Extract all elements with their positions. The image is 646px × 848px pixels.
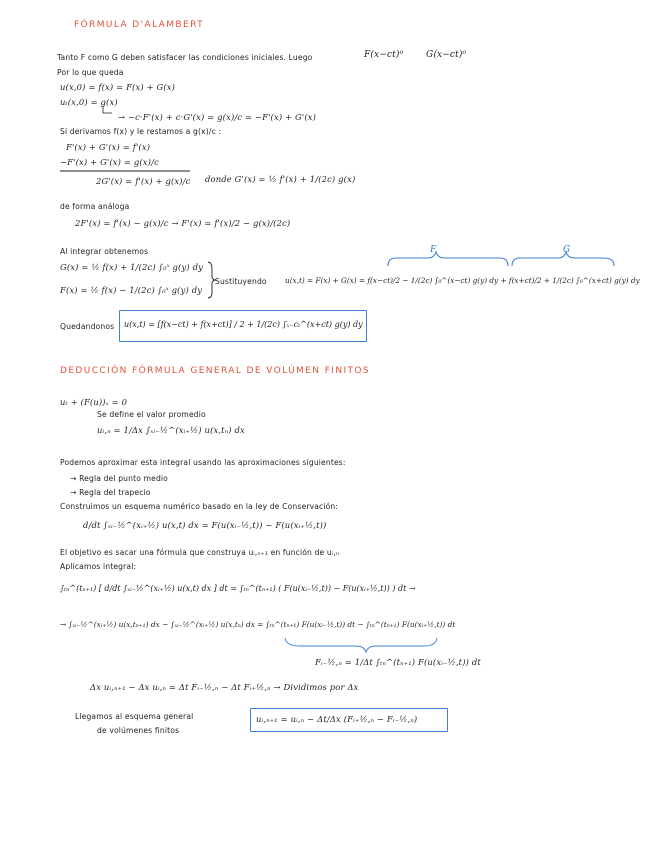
eq-initial-u: u(x,0) = f(x) = F(x) + G(x) [60,82,176,92]
G-integral: G(x) = ½ f(x) + 1/(2c) ∫₀ˣ g(y) dy [60,262,203,272]
fv-result: uᵢ,ₙ₊₁ = uᵢ,ₙ − Δt/Δx (Fᵢ₊½,ₙ − Fᵢ₋½,ₙ) [256,714,418,724]
de-forma-analoga: de forma análoga [60,202,130,211]
integral-step2: → ∫ₓᵢ₋½^(xᵢ₊½) u(x,tₙ₊₁) dx − ∫ₓᵢ₋½^(xᵢ₊½) u(x,tₙ) dx = ∫ₜₙ^(tₙ₊₁) F(u(xᵢ₋½,t)) dt − ∫ₜₙ^(tₙ₊₁) F(u(xᵢ₊½,t)) dt [60,620,456,629]
dalembert-result: u(x,t) = [f(x−ct) + f(x+ct)] / 2 + 1/(2c) ∫ₓ₋cₜ^(x+ct) g(y) dy [124,320,363,329]
llegamos-line1: Llegamos al esquema general [75,712,194,721]
conservation-law: uₜ + (F(u))ₓ = 0 [60,397,128,407]
system-line1: F'(x) + G'(x) = f'(x) [66,142,151,152]
analog-F: 2F'(x) = f'(x) − g(x)/c → F'(x) = f'(x)/2 − g(x)/(2c) [75,218,291,228]
regla-trapecio: → Regla del trapecio [70,488,151,497]
flux-definition: Fᵢ₋½,ₙ = 1/Δt ∫ₜₙ^(tₙ₊₁) F(u(xᵢ₋½,t)) dt [315,657,481,667]
F-integral: F(x) = ½ f(x) − 1/(2c) ∫₀ˣ g(y) dy [60,285,203,295]
system-line2: −F'(x) + G'(x) = g(x)/c [60,157,159,167]
eq-initial-ut: uₜ(x,0) = g(x) [60,97,118,107]
brace-F-label: F [430,245,437,255]
objetivo: El objetivo es sacar una fórmula que construya uᵢ,ₙ₊₁ en función de uᵢ,ₙ [60,548,340,557]
u-substitution: u(x,t) = F(x) + G(x) = f(x−ct)/2 − 1/(2c) ∫₀^(x−ct) g(y) dy + f(x+ct)/2 + 1/(2c) ∫₀^(x+ct) g(y) dy [285,276,640,285]
conservation-integral: d/dt ∫ₓᵢ₋½^(xᵢ₊½) u(x,t) dx = F(u(xᵢ₋½,t)) − F(u(xᵢ₊½,t)) [83,520,327,530]
heading-deduccion: DEDUCCIÓN FÓRMULA GENERAL DE VOLÚMEN FINITOS [60,366,371,376]
sustituyendo: Sustituyendo [215,277,267,286]
eq-derivative: → −c·F'(x) + c·G'(x) = g(x)/c = −F'(x) + G'(x) [118,112,317,122]
discrete-balance: Δx uᵢ,ₙ₊₁ − Δx uᵢ,ₙ = Δt Fᵢ₋½,ₙ − Δt Fᵢ₊½,ₙ → Dividimos por Δx [90,682,359,692]
construimos: Construimos un esquema numérico basado en la ley de Conservación: [60,502,339,511]
quedandonos: Quedandonos [60,322,115,331]
podemos-aproximar: Podemos aproximar esta integral usando las aproximaciones siguientes: [60,458,346,467]
se-define: Se define el valor promedio [97,410,206,419]
llegamos-line2: de volúmenes finitos [97,726,180,735]
integral-step1: ∫ₜₙ^(tₙ₊₁) [ d/dt ∫ₓᵢ₋½^(xᵢ₊½) u(x,t) dx ] dt = ∫ₜₙ^(tₙ₊₁) ( F(u(xᵢ₋½,t)) − F(u(xᵢ₊½,t)) ) dt → [60,584,416,593]
por-lo-que: Por lo que queda [57,68,124,77]
heading-dalembert: FÓRMULA D'ALAMBERT [74,20,204,30]
average-definition: uᵢ,ₙ = 1/Δx ∫ₓᵢ₋½^(xᵢ₊½) u(x,tₙ) dx [97,425,245,435]
intro-text: Tanto F como G deben satisfacer las condiciones iniciales. Luego [57,53,313,62]
intro-G: G(x−ct)⁰ [426,50,467,60]
regla-punto-medio: → Regla del punto medio [70,474,168,483]
intro-F: F(x−ct)⁰ [364,50,404,60]
donde-G: donde G'(x) = ½ f'(x) + 1/(2c) g(x) [205,174,356,184]
si-derivamos: Si derivamos f(x) y le restamos a g(x)/c : [60,127,222,136]
aplicamos-integral: Aplicamos integral: [60,562,137,571]
system-result: 2G'(x) = f'(x) + g(x)/c [96,176,191,186]
brace-G-label: G [563,245,571,255]
al-integrar: Al integrar obtenemos [60,247,149,256]
